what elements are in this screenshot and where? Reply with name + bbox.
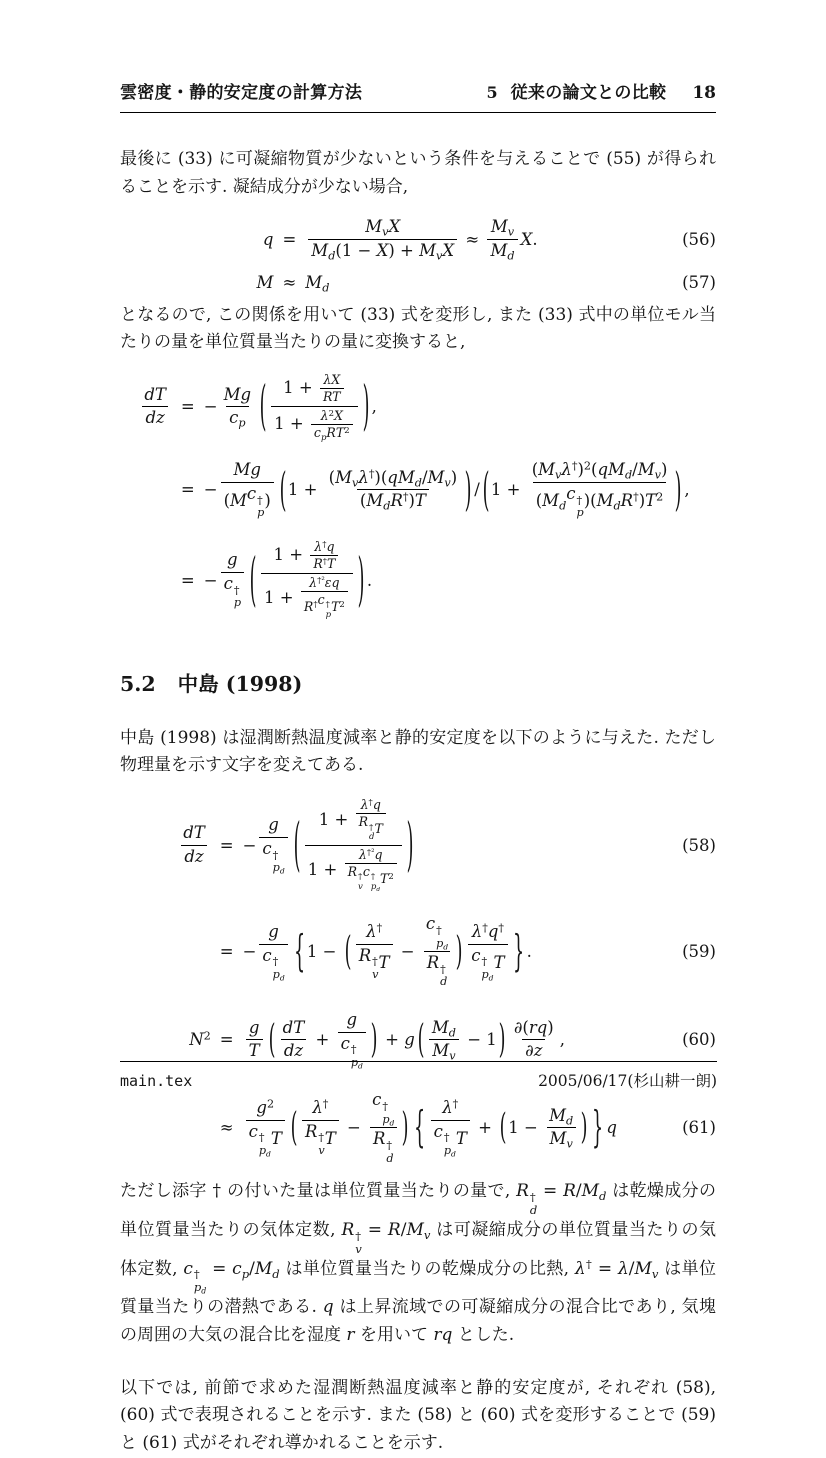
paragraph-notation: ただし添字 † の付いた量は単位質量当たりの量で, R † d = $R/M_d$ は乾燥成分の単位質量当たりの気体定数, R † v = $R/M_v$ は可凝縮成分の単位質量当たりの気体定数, c † $p_d$ = $c_p/M_d$ は単位質量当たりの乾燥成分の比熱, $\lambda^\dagger = \lambda/M_v$ は単位質量当たりの潜熱である. q は上昇流域での可凝縮成分の混合比であり, 気塊の周囲の大気の混合比を湿度 r を用いて rq とした. [120, 1181, 717, 1345]
equation-rhs: − $\frac{Mg}{c_p}$ ( 1 + $\frac{\lambda X}{RT}$ 1 + $\lambda^2$ X $c_p$ R $T^2$ ) , [203, 372, 377, 444]
equation-relation: ≈ [219, 1118, 234, 1138]
section-heading-title: 中島 (1998) [177, 671, 303, 696]
paragraph-outline: 以下では, 前節で求めた湿潤断熱温度減率と静的安定度が, それぞれ (58), (60) 式で表現されることを示す. また (58) と (60) 式を変形することで (59) と (61) 式がそれぞれ導かれることを示す. [120, 1377, 722, 1454]
running-header-right [486, 78, 716, 103]
equation-rhs: − g c † $p_d$ { 1 − ( λ† R † v T − c † $p_d$ R † d ) λ† q† c † $p_d$ T } . [242, 914, 532, 989]
equation-lhs: q [262, 230, 274, 250]
header-section-number: 5 [486, 83, 498, 102]
paragraph-transform: となるので, この関係を用いて (33) 式を変形し, また (33) 式中の単位モル当たりの量を単位質量当たりの量に変換すると, [120, 304, 716, 353]
page-content [120, 0, 722, 1458]
equation-relation: = [219, 835, 234, 855]
equation-lhs: $\frac{dT}{dz}$ [138, 384, 172, 430]
header-section-title: 従来の論文との比較 [510, 83, 667, 102]
section-heading-number: 5.2 [120, 671, 156, 696]
equation-number: (59) [682, 942, 716, 962]
footer-date: 2005/06/17(杉山耕一朗) [538, 1072, 717, 1090]
equation-relation: = [180, 570, 195, 590]
page-footer [120, 1061, 717, 1091]
equation-number: (60) [682, 1030, 716, 1050]
equation-relation: ≈ [282, 272, 297, 292]
equation-lhs: M [256, 272, 274, 292]
equation-rhs: − g c † $p_d$ ( 1 + λ† q R † d T 1 + $\lambda^{\dagger^2}$ q R † v c † $p_d$ $T^2$ ) [242, 796, 414, 893]
running-title: 雲密度・静的安定度の計算方法 [120, 83, 363, 102]
equation-rhs: − g c † p ( 1 + λ† q R† T 1 + $\lambda^{\dagger^2}$ εq R† c † p $T^2$ ) . [204, 538, 690, 623]
equation-block-dtdz [120, 371, 716, 622]
equation-rhs: $\frac{g}{T}$ ( $\frac{dT}{dz}$ + g c † $p_d$ ) + g ( $\frac{M_d}{M_v}$ − 1 ) ∂( rq ) ∂ z , [243, 1009, 617, 1070]
equation-relation: = [282, 230, 297, 250]
equation-number: (56) [682, 230, 716, 250]
equation-rhs: $M_d$ [305, 272, 330, 295]
equation-number: (57) [682, 272, 716, 292]
equation-relation: = [219, 1030, 234, 1050]
paragraph-nakajima: 中島 (1998) は湿潤断熱温度減率と静的安定度を以下のように与えた. ただし物理量を示す文字を変えてある. [120, 727, 716, 776]
footer-filename: main.tex [120, 1072, 193, 1090]
equation-number: (58) [682, 835, 716, 855]
equation-rhs: $M_v$ X $M_d$ (1 − X ) + $M_v$ X ≈ $\frac{M_v}{M_d}$ X . [305, 216, 537, 262]
equation-relation: = [180, 397, 195, 417]
equation-rhs: − Mg ( M c † p ) ( 1 + ( $M_v$ λ† )( q $M_d$ / $M_v$ ) ( $M_d$ R† ) T ) / ( 1 + $(M_v\lambda^\dagger)^2$ ( q $M_d$ / $M_v$ ) ( $M_d$ c † p )( $M_d$ R† ) $T^2$ ) , [203, 459, 690, 520]
running-header [120, 78, 716, 113]
equation-rhs: $g^2$ c † $p_d$ T ( λ† R † v T − c † $p_d$ R † d ) { λ† c † $p_d$ T + ( 1 − $\frac{M_d}{M_v}$ ) } q [243, 1089, 617, 1166]
equation-block-58-61 [120, 796, 716, 1166]
paragraph-intro: 最後に (33) に可凝縮物質が少ないという条件を与えることで (55) が得られることを示す. 凝結成分が少ない場合, [120, 149, 716, 197]
page-number: 18 [692, 83, 716, 103]
equation-relation: = [180, 480, 195, 500]
section-heading [120, 667, 716, 697]
equation-number: (61) [682, 1118, 716, 1138]
equation-lhs: $N^2$ [189, 1029, 211, 1050]
equation-block-56-57 [120, 216, 716, 295]
equation-lhs: $\frac{dT}{dz}$ [177, 822, 211, 868]
equation-relation: = [219, 942, 234, 962]
